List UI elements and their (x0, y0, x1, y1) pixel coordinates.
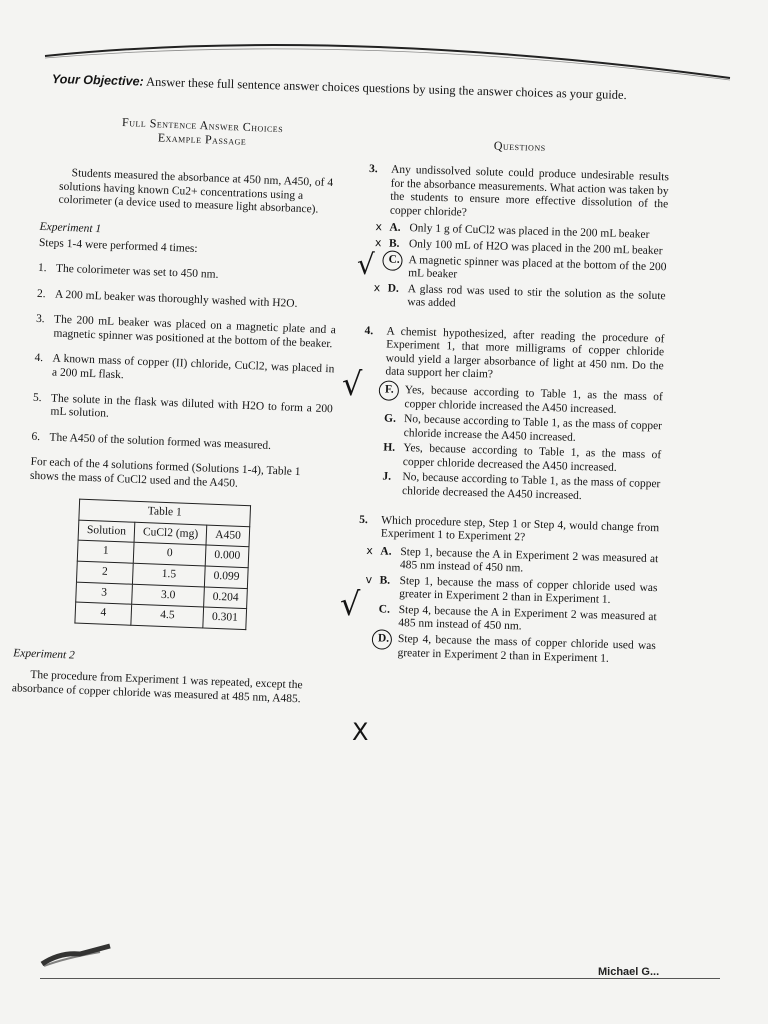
choice-text: Step 4, because the mass of copper chloride used was greater in Experiment 2 than in Experiment 1. (397, 633, 657, 665)
step-text: The A450 of the solution formed was measured. (49, 431, 272, 452)
table-cell: 1 (77, 541, 134, 564)
choice-letter: J. (382, 470, 392, 484)
questions-heading: Questions (493, 138, 546, 154)
table-cell: 0.204 (204, 587, 248, 609)
table-cell: 4 (75, 602, 132, 625)
step-number: 2. (36, 287, 46, 300)
choice-letter: H. (383, 441, 396, 455)
answer-circle-icon (382, 250, 403, 271)
step-item (32, 391, 333, 430)
step-item (37, 288, 337, 313)
table-caption: Table 1 (78, 499, 251, 526)
passage-heading-2: Example Passage (157, 130, 247, 148)
table-cell: 0 (133, 543, 206, 566)
choice-text: Step 4, because the A in Experiment 2 was measured at 485 nm instead of 450 nm. (398, 603, 657, 633)
experiment2-text: The procedure from Experiment 1 was repeated, except the absorbance of copper chloride was measured at 485 nm, A485. (11, 669, 303, 706)
handwritten-check-q4: √ (342, 365, 363, 403)
question-number: 5. (359, 513, 369, 526)
objective-label: Your Objective: (51, 72, 144, 89)
passage-intro: Students measured the absorbance at 450 nm, A450, of 4 solutions having known Cu2+ concentrations using a colorimeter (a device used to measure light absorbance). (58, 167, 334, 217)
choice-text: Yes, because according to Table 1, as the mass of copper chloride decreased the A450 increased. (402, 442, 662, 474)
step-number: 1. (37, 262, 47, 275)
table-cell: 2 (76, 561, 133, 584)
passage-heading-1: Full Sentence Answer Choices (121, 115, 284, 136)
choice-letter: A. (380, 545, 392, 558)
handwritten-cross-q5: X (352, 718, 369, 746)
table-cell: 0.301 (203, 607, 247, 629)
choice-text: A glass rod was used to stir the solution as the solute was added (407, 282, 666, 310)
table-cell: 0.000 (205, 545, 249, 567)
step-text: The colorimeter was set to 450 nm. (55, 262, 219, 281)
question-stem (359, 513, 660, 548)
steps-intro: Steps 1-4 were performed 4 times: (38, 236, 198, 255)
choice-text: Only 1 g of CuCl2 was placed in the 200 mL beaker (409, 222, 650, 242)
step-item (31, 430, 331, 455)
step-text: The 200 mL beaker was placed on a magnetic plate and a magnetic spinner was positioned at the bottom of the beaker. (53, 313, 337, 351)
question-text: A chemist hypothesized, after reading the procedure of Experiment 1, that more milligrams of copper chloride would yield a larger absorbance of light at 450 nm. Do the data support her claim? (385, 325, 665, 381)
handwritten-check-q3: √ (357, 248, 375, 281)
choice-letter: B. (388, 237, 400, 250)
experiment1-heading: Experiment 1 (39, 220, 102, 236)
question-stem (363, 325, 664, 388)
table-header-cell: Solution (78, 520, 135, 543)
choice-text: Yes, because according to Table 1, as the mass of copper chloride increased the A450 increased. (404, 384, 663, 416)
choice-list (373, 220, 667, 317)
table-intro: For each of the 4 solutions formed (Solutions 1-4), Table 1 shows the mass of CuCl2 used and the A450. (29, 455, 301, 490)
handwritten-mark: x (373, 280, 381, 294)
table-body (75, 541, 249, 630)
answer-circle-icon (372, 629, 393, 650)
passage-column (11, 112, 344, 707)
choice-letter: D. (387, 282, 400, 295)
choice-text: No, because according to Table 1, as the mass of copper chloride increase the A450 increased. (403, 413, 663, 444)
step-item (34, 352, 335, 391)
choice-text: Step 1, because the mass of copper chloride used was greater in Experiment 2 than in Experiment 1. (399, 574, 658, 607)
table-cell: 3.0 (132, 584, 205, 607)
choice-text: Step 1, because the A in Experiment 2 was measured at 485 nm instead of 450 nm. (399, 545, 659, 575)
choice-letter: G. (383, 412, 397, 425)
choice-letter: C. (388, 253, 409, 281)
handwritten-mark: x (375, 220, 383, 234)
bottom-rule (40, 978, 720, 979)
question-text: Which procedure step, Step 1 or Step 4, would change from Experiment 1 to Experiment 2? (380, 513, 660, 544)
step-number: 4. (34, 352, 44, 365)
question-number: 3. (368, 163, 378, 176)
question-block (355, 513, 659, 667)
steps-list (31, 262, 338, 455)
answer-choice[interactable] (377, 632, 656, 667)
choice-text: A magnetic spinner was placed at the bottom of the 200 mL beaker (407, 253, 667, 281)
signature-text: Michael G... (598, 966, 660, 978)
step-item (35, 313, 336, 352)
question-number: 4. (364, 324, 374, 337)
table-cell: 3 (76, 582, 133, 605)
choice-letter: B. (379, 574, 391, 587)
table-header-cell: CuCl2 (mg) (134, 522, 207, 545)
ink-smudge (40, 940, 120, 970)
table-header-cell: A450 (206, 525, 250, 547)
question-text: Any undissolved solute could produce undesirable results for the absorbance measurements. What action was taken by the students to ensure more effective dissolution of the copper chloride? (389, 163, 670, 219)
question-block (360, 325, 665, 506)
question-block (365, 163, 669, 317)
choice-list (382, 384, 663, 506)
choice-letter: A. (389, 221, 401, 235)
table-cell: 4.5 (131, 604, 204, 627)
handwritten-check-q5: √ (340, 585, 361, 623)
step-number: 6. (31, 430, 41, 443)
step-text: A 200 mL beaker was thoroughly washed with H2O. (54, 288, 298, 310)
handwritten-mark: x (374, 236, 382, 250)
answer-choice[interactable] (382, 471, 661, 506)
choice-letter: C. (378, 603, 391, 616)
step-number: 5. (32, 391, 42, 404)
question-list (355, 163, 669, 667)
handwritten-mark: x (366, 543, 374, 557)
choice-list (365, 543, 659, 667)
answer-choice[interactable] (373, 280, 666, 317)
step-number: 3. (35, 313, 45, 326)
step-text: A known mass of copper (II) chloride, CuCl2, was placed in a 200 mL flask. (51, 352, 335, 382)
handwritten-mark: v (365, 572, 373, 587)
choice-letter: D. (377, 632, 398, 660)
table-cell: 0.099 (205, 566, 249, 588)
choice-text: No, because according to Table 1, as the mass of copper chloride decreased the A450 increased. (401, 471, 661, 503)
choice-letter: F. (384, 384, 405, 412)
table-cell: 1.5 (132, 563, 205, 586)
choice-text: Only 100 mL of H2O was placed in the 200 mL beaker (408, 238, 663, 258)
objective-text: Answer these full sentence answer choices questions by using the answer choices as your guide. (145, 74, 627, 103)
question-stem (368, 163, 669, 226)
step-item (38, 262, 338, 287)
experiment2-heading: Experiment 2 (12, 646, 76, 662)
questions-column (355, 135, 670, 683)
answer-circle-icon (379, 380, 400, 401)
step-text: The solute in the flask was diluted with H2O to form a 200 mL solution. (50, 391, 334, 420)
data-table (74, 499, 251, 630)
